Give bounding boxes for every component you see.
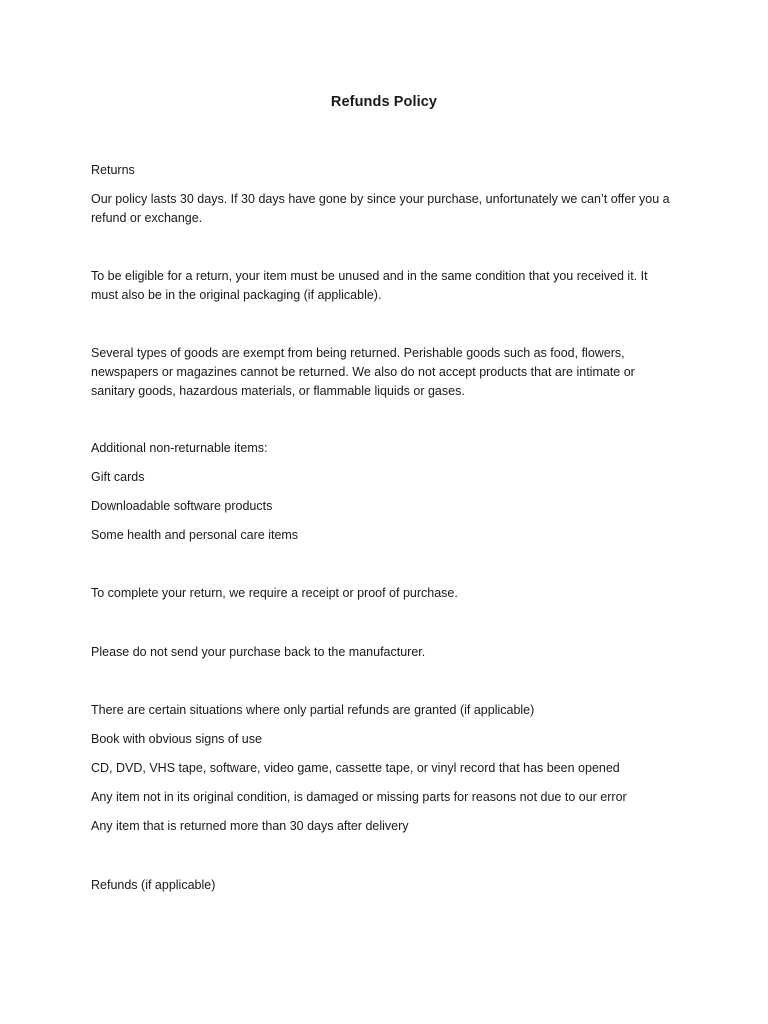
paragraph-line: newspapers or magazines cannot be returned. We also do not accept products that are intimate or xyxy=(91,365,635,379)
paragraph-line: must also be in the original packaging (if applicable). xyxy=(91,288,382,302)
list-item: Any item that is returned more than 30 days after delivery xyxy=(91,819,409,833)
paragraph-line: refund or exchange. xyxy=(91,211,203,225)
paragraph-line: To complete your return, we require a receipt or proof of purchase. xyxy=(91,586,458,600)
list-item: Some health and personal care items xyxy=(91,528,299,542)
paragraph-line: Our policy lasts 30 days. If 30 days have gone by since your purchase, unfortunately we can’t offer you a xyxy=(91,192,670,206)
document-title: Refunds Policy xyxy=(330,94,438,110)
list-item: Any item not in its original condition, is damaged or missing parts for reasons not due to our error xyxy=(91,790,627,804)
paragraph-line: Please do not send your purchase back to the manufacturer. xyxy=(91,645,426,659)
section-heading-returns: Returns xyxy=(91,163,135,177)
paragraph-line: sanitary goods, hazardous materials, or flammable liquids or gases. xyxy=(91,384,465,398)
list-item: Gift cards xyxy=(91,470,145,484)
section-heading-refunds: Refunds (if applicable) xyxy=(91,878,216,892)
list-item: CD, DVD, VHS tape, software, video game, cassette tape, or vinyl record that has been opened xyxy=(91,761,620,775)
list-item: Book with obvious signs of use xyxy=(91,732,262,746)
list-item: Downloadable software products xyxy=(91,499,273,513)
list-heading: There are certain situations where only partial refunds are granted (if applicable) xyxy=(91,703,535,717)
paragraph-line: Several types of goods are exempt from being returned. Perishable goods such as food, flowers, xyxy=(91,346,625,360)
paragraph-line: To be eligible for a return, your item must be unused and in the same condition that you received it. It xyxy=(91,269,648,283)
list-heading: Additional non-returnable items: xyxy=(91,441,268,455)
